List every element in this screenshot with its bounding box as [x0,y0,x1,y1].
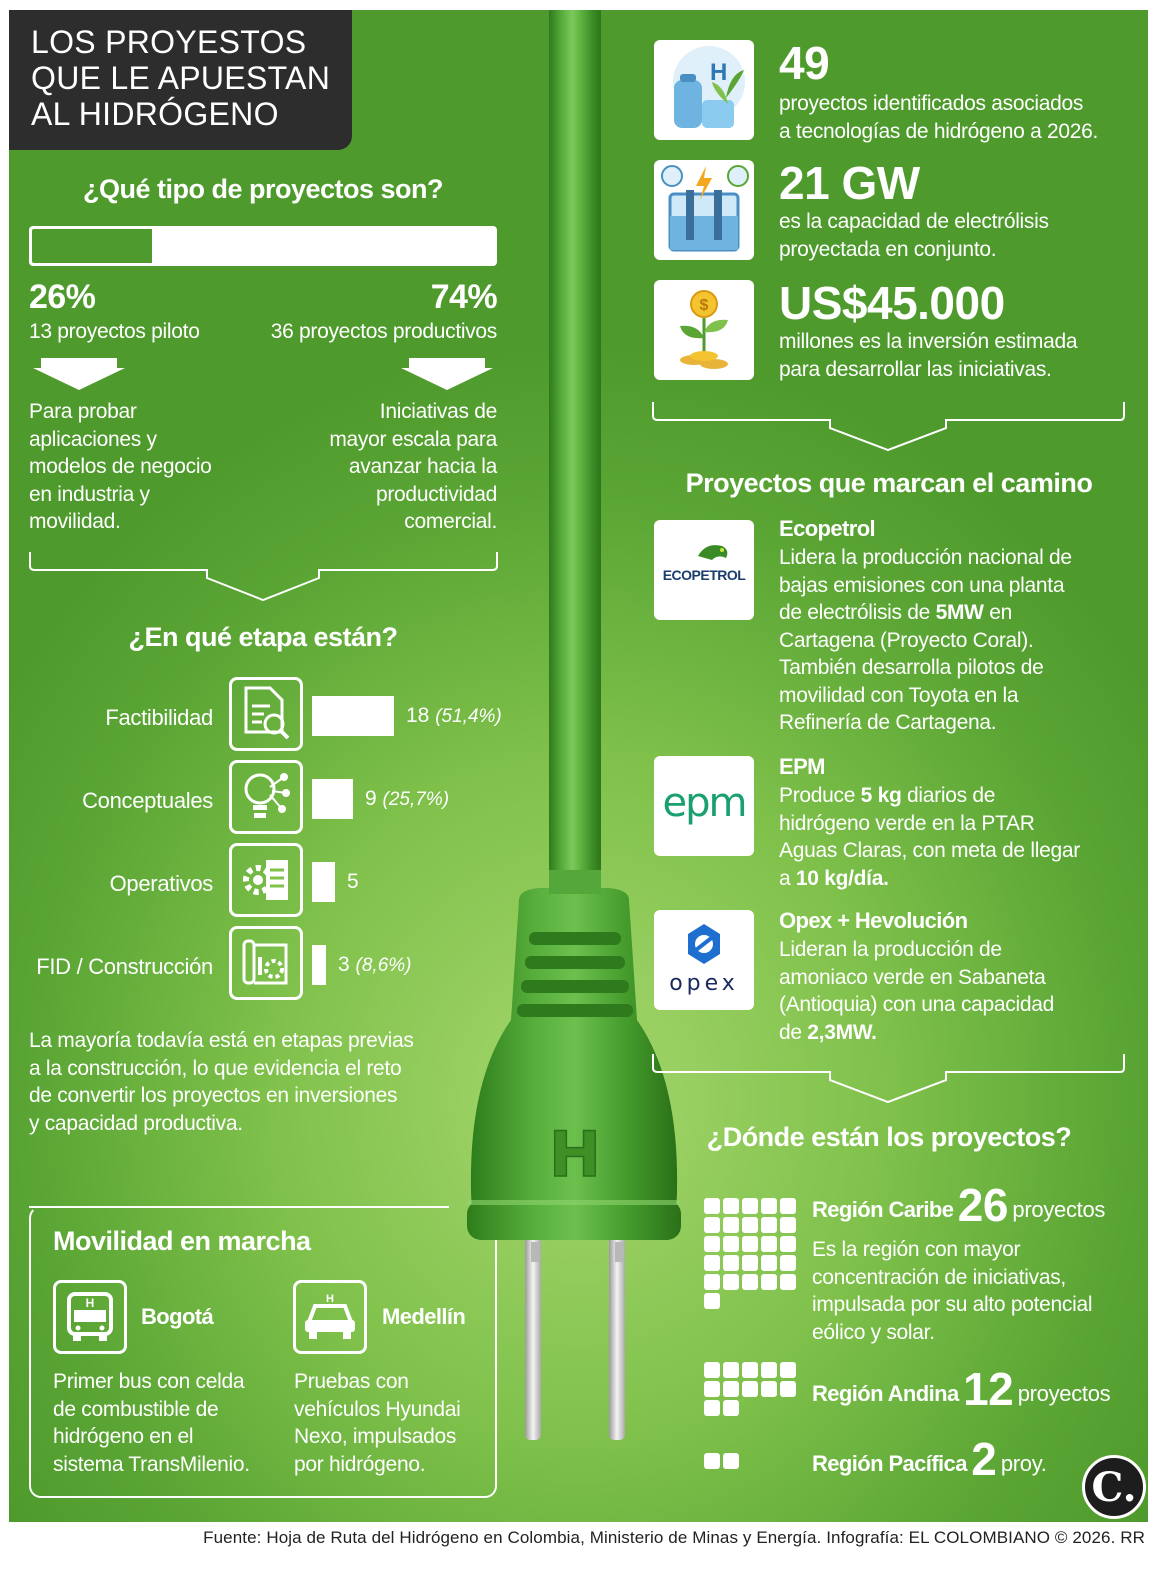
text-span: diarios de [901,784,996,807]
medellin-desc-line: vehículos Hyundai [294,1397,461,1421]
project-square [723,1198,739,1214]
stat-desc-line: a tecnologías de hidrógeno a 2026. [779,119,1099,143]
ecopetrol-logo [654,520,754,620]
project-square [704,1274,720,1290]
hydrogen-bus-icon [53,1280,127,1354]
blueprint-gear-icon [229,926,303,1000]
stages-note-line: La mayoría todavía está en etapas previas [29,1029,414,1052]
region-andina-count: 12 [963,1363,1014,1415]
stat-value-projects: 49 [779,37,830,89]
stat-desc-line: proyectos identificados asociados [779,92,1084,115]
epm-desc [779,782,1080,892]
project-square [780,1381,796,1397]
project-square [723,1255,739,1271]
pilot-desc-line: aplicaciones y [29,427,157,451]
project-square [761,1274,777,1290]
bold-span: 5MW [935,601,984,624]
mobility-heading: Movilidad en marcha [53,1226,311,1256]
region-pacifica-header [812,1432,1047,1486]
project-square [742,1362,758,1378]
stages-note-line: de convertir los proyectos en inversiones [29,1084,398,1107]
medellin-desc-line: por hidrógeno. [294,1452,426,1476]
cable [549,10,601,950]
project-square [761,1362,777,1378]
project-square [704,1400,720,1416]
infographic [9,10,1148,1522]
stages-note [29,1027,414,1137]
project-square [723,1274,739,1290]
project-square [704,1362,720,1378]
productive-desc-line: comercial. [404,510,497,533]
region-caribe-desc [812,1236,1092,1346]
pilot-arrow-icon [29,358,129,392]
project-square [761,1255,777,1271]
region-andina-header [812,1362,1110,1416]
bold-span: 10 kg/día. [795,866,889,890]
text-span: en [983,601,1012,624]
project-square [761,1198,777,1214]
ecopetrol-desc-line: Refinería de Cartagena. [779,711,997,734]
stat-desc-line: para desarrollar las iniciativas. [779,357,1052,381]
region-pacifica-count: 2 [971,1433,997,1485]
region-caribe-grid [704,1198,804,1348]
stat-value-capacity: 21 GW [779,157,920,209]
project-square [761,1381,777,1397]
stage-value-factibilidad [406,704,502,728]
stage-bar-factibilidad [312,696,394,736]
epm-desc-line [779,782,1080,810]
medellin-city: Medellín [382,1304,466,1329]
stage-value-conceptuales [365,787,449,811]
project-square [780,1236,796,1252]
project-square [723,1236,739,1252]
productive-desc-line: Iniciativas de [379,400,497,423]
lightbulb-network-icon [229,760,303,834]
project-square [704,1293,720,1309]
money-plant-icon [654,280,754,380]
productive-desc-line: mayor escala para [329,427,497,451]
title-line-3: AL HIDRÓGENO [31,96,279,132]
ecopetrol-desc-line: Cartagena (Proyecto Coral). [779,628,1034,652]
opex-name: Opex + Hevolución [779,908,968,933]
project-square [761,1217,777,1233]
project-square [742,1217,758,1233]
region-caribe-header [812,1178,1105,1232]
opex-logo-text: opex [669,971,739,996]
stats-bracket [652,400,1126,456]
types-heading: ¿Qué tipo de proyectos son? [82,174,444,204]
mobility-box-top-line [29,1206,449,1208]
bogota-desc-line: de combustible de [53,1397,219,1421]
medellin-desc-line: Nexo, impulsados [294,1425,457,1448]
project-square [780,1255,796,1271]
title-box [9,10,352,150]
stages-heading: ¿En qué etapa están? [128,622,398,652]
pilot-label: 13 proyectos piloto [29,320,200,343]
project-square [742,1274,758,1290]
project-square [742,1236,758,1252]
project-square [780,1217,796,1233]
title-line-1: LOS PROYESTOS [31,24,307,60]
stat-value-investment: US$45.000 [779,277,1005,329]
stages-note-line: y capacidad productiva. [29,1111,243,1135]
text-span: Produce [779,784,861,807]
project-square [742,1255,758,1271]
ecopetrol-desc-line: También desarrolla pilotos de [779,656,1044,679]
region-caribe-unit: proyectos [1012,1197,1106,1222]
pilot-desc-line: en industria y [29,482,150,506]
pilot-desc-line: movilidad. [29,510,121,533]
ecopetrol-desc [779,544,1072,737]
region-caribe-desc-line: Es la región con mayor [812,1238,1021,1261]
bogota-city: Bogotá [141,1304,214,1329]
stage-label-factibilidad: Factibilidad [105,705,213,730]
project-square [704,1381,720,1397]
stat-desc-line: proyectada en conjunto. [779,237,997,261]
leaders-bracket [652,1052,1126,1108]
ecopetrol-name: Ecopetrol [779,516,876,541]
gear-document-icon [229,843,303,917]
epm-desc-line: Aguas Claras, con meta de llegar [779,839,1080,862]
ecopetrol-desc-line: movilidad con Toyota en la [779,683,1019,707]
regions-heading: ¿Dónde están los proyectos? [706,1122,1072,1152]
bold-span: 2,3MW. [807,1020,877,1044]
text-span: a [779,866,796,890]
title-line-2: QUE LE APUESTAN [31,60,331,96]
svg-text:H: H [710,59,728,86]
text-span: de [779,1020,808,1044]
stage-pct: (51,4%) [435,706,502,727]
productive-pct: 74% [430,278,497,316]
region-caribe-desc-line: eólico y solar. [812,1320,935,1344]
stage-bar-operativos [312,862,335,902]
project-square [704,1453,720,1469]
region-andina-name: Región Andina [812,1381,959,1406]
productive-label: 36 proyectos productivos [270,320,497,343]
svg-text:H: H [326,1293,334,1305]
region-caribe-desc-line: concentración de iniciativas, [812,1265,1066,1289]
productive-desc-line: productividad [375,482,497,506]
stage-value-fid [338,953,412,977]
region-caribe-name: Región Caribe [812,1197,954,1222]
opex-desc-line: Lideran la producción de [779,938,1002,961]
source-footer: Fuente: Hoja de Ruta del Hidrógeno en Colombia, Ministerio de Minas y Energía. Infografía: EL COLOMBIANO © 2026. RR [203,1528,1145,1547]
stage-count: 5 [347,870,359,893]
ecopetrol-desc-line: Lidera la producción nacional de [779,546,1072,569]
bogota-desc-line: sistema TransMilenio. [53,1452,250,1476]
project-square [723,1400,739,1416]
bogota-desc [53,1368,250,1478]
project-square [723,1381,739,1397]
project-square [761,1236,777,1252]
stages-note-line: a la construcción, lo que evidencia el reto [29,1056,402,1080]
stage-count: 9 [365,787,377,810]
stage-value-operativos [347,870,359,894]
region-pacifica-grid [704,1453,804,1475]
epm-desc-line: hidrógeno verde en la PTAR [779,811,1035,835]
project-square [704,1198,720,1214]
medellin-desc [294,1368,461,1478]
region-andina-unit: proyectos [1017,1381,1111,1406]
types-bracket [29,550,499,606]
stage-bar-fid [312,945,326,985]
region-pacifica-unit: proy. [1000,1451,1047,1476]
stat-desc-projects [779,90,1098,145]
region-caribe-desc-line: impulsada por su alto potencial [812,1293,1093,1316]
document-search-icon [229,677,303,751]
stage-count: 18 [406,704,430,727]
text-span: de electrólisis de [779,601,936,624]
stat-desc-line: millones es la inversión estimada [779,330,1078,353]
el-colombiano-logo: C. [1082,1455,1146,1519]
stage-count: 3 [338,953,350,976]
pilot-pct: 26% [29,278,96,316]
ecopetrol-logo-text: ECOPETROL [662,567,746,583]
bogota-desc-line: Primer bus con celda [53,1370,245,1393]
region-andina-grid [704,1362,804,1432]
plug-letter: H [549,1118,601,1191]
hydrogen-tanks-icon [654,40,754,140]
stat-desc-capacity [779,208,1049,263]
epm-desc-line [779,865,1080,893]
project-square [742,1198,758,1214]
stage-bar-conceptuales [312,779,353,819]
opex-logo [654,910,754,1010]
productive-desc-line: avanzar hacia la [348,455,497,478]
svg-text:$: $ [699,297,709,314]
hydrogen-car-icon [293,1280,367,1354]
stage-pct: (8,6%) [355,955,412,976]
region-pacifica-name: Región Pacífica [812,1451,967,1476]
epm-name: EPM [779,754,825,779]
bogota-desc-line: hidrógeno en el [53,1425,194,1448]
project-square [723,1453,739,1469]
project-square [704,1236,720,1252]
productive-arrow-icon [397,358,497,392]
stage-label-fid: FID / Construcción [36,954,213,979]
region-caribe-count: 26 [957,1179,1008,1231]
bold-span: 5 kg [860,784,902,807]
opex-desc [779,936,1054,1046]
stat-desc-line: es la capacidad de electrólisis [779,210,1049,233]
project-square [723,1362,739,1378]
types-bar-pilot-fill [32,229,152,263]
project-square [780,1198,796,1214]
epm-logo [654,756,754,856]
opex-desc-line [779,1019,1054,1047]
project-square [742,1381,758,1397]
ecopetrol-desc-line [779,599,1072,627]
medellin-desc-line: Pruebas con [294,1370,409,1393]
opex-desc-line: (Antioquia) con una capacidad [779,993,1054,1016]
epm-logo-text: epm [662,780,746,826]
project-square [723,1217,739,1233]
leaders-heading: Proyectos que marcan el camino [685,468,1093,498]
svg-text:H: H [85,1296,95,1310]
project-square [704,1255,720,1271]
stat-desc-investment [779,328,1077,383]
project-square [780,1274,796,1290]
stage-label-operativos: Operativos [109,871,213,896]
electrolysis-icon [654,160,754,260]
pilot-desc-line: modelos de negocio [29,455,212,478]
types-bar [29,226,497,266]
ecopetrol-desc-line: bajas emisiones con una planta [779,573,1065,597]
opex-desc-line: amoniaco verde en Sabaneta [779,965,1046,989]
pilot-desc-line: Para probar [29,400,137,423]
project-square [780,1362,796,1378]
pilot-desc [29,398,212,536]
project-square [704,1217,720,1233]
stage-label-conceptuales: Conceptuales [82,788,213,813]
productive-desc [277,398,497,536]
stage-pct: (25,7%) [382,789,450,810]
